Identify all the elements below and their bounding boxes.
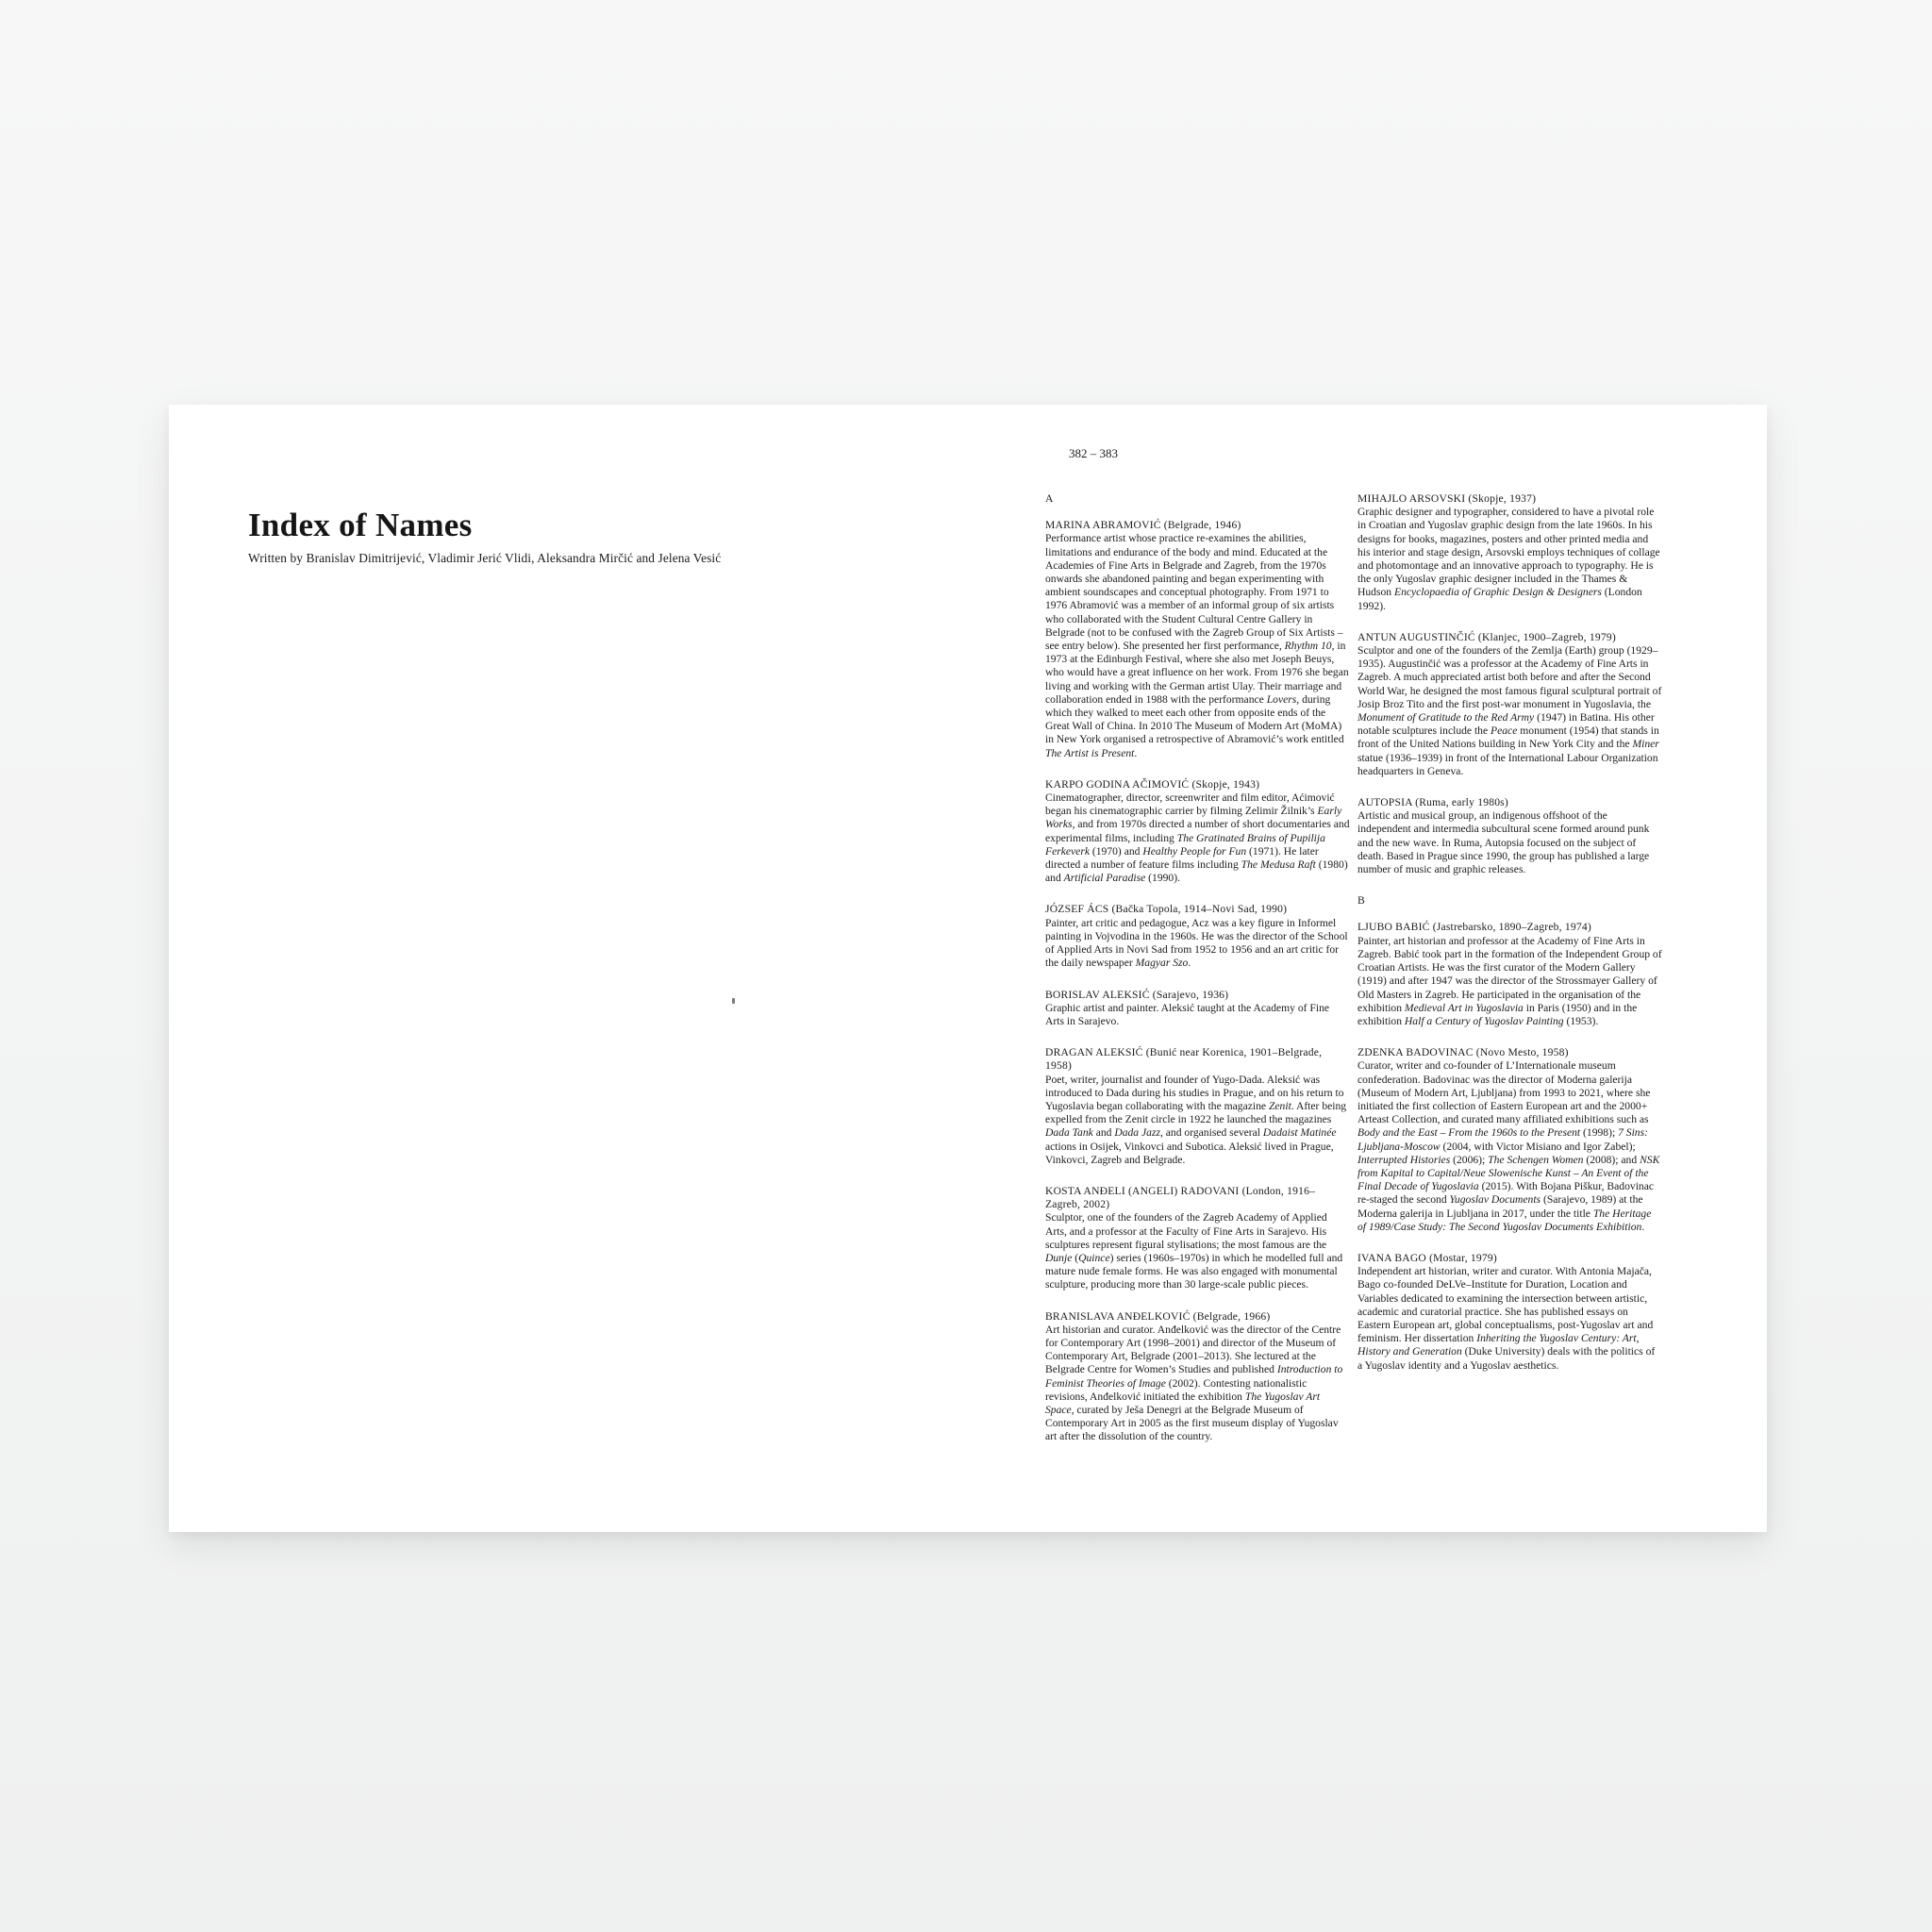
entry-header: IVANA BAGO (Mostar, 1979) <box>1357 1251 1497 1264</box>
index-entry <box>1045 1310 1350 1444</box>
folio-page-numbers: 382 – 383 <box>1069 446 1118 460</box>
entry-header: LJUBO BABIĆ (Jastrebarsko, 1890–Zagreb, 1974) <box>1357 921 1591 934</box>
entry-header: JÓZSEF ÁCS (Bačka Topola, 1914–Novi Sad, 1990) <box>1045 903 1288 916</box>
entry-body: Sculptor and one of the founders of the Zemlja (Earth) group (1929–1935). Augustinčić was a professor at the Academy of Fine Arts in Zagreb. A much appreciated artist both before and after the Second World War, he designed the most famous figural sculptural portrait of Josip Broz Tito and the first post-war monument in Yugoslavia, the Monument of Gratitude to the Red Army (1947) in Batina. His other notable sculptures include the Peace monument (1954) that stands in front of the United Nations building in New York City and the Miner statue (1936–1939) in front of the International Labour Organization headquarters in Geneva. <box>1357 644 1662 777</box>
entry-body: Artistic and musical group, an indigenous offshoot of the independent and intermedia subcultural scene formed around punk and the new wave. In Ruma, Autopsia focused on the subject of death. Based in Prague since 1990, the group has published a large number of music and graphic releases. <box>1357 809 1650 876</box>
index-entry <box>1045 778 1350 886</box>
index-column-2 <box>1357 492 1662 1391</box>
section-letter: B <box>1357 894 1365 908</box>
index-entry <box>1357 631 1662 778</box>
byline: Written by Branislav Dimitrijević, Vladimir Jerić Vlidi, Aleksandra Mirčić and Jelena Vesić <box>248 551 722 565</box>
entry-body: Art historian and curator. Anđelković was the director of the Centre for Contemporary Art (1998–2001) and director of the Museum of Contemporary Art, Belgrade (2001–2013). She lectured at the Belgrade Centre for Women’s Studies and published Introduction to Feminist Theories of Image (2002). Contesting nationalistic revisions, Anđelković initiated the exhibition The Yugoslav Art Space, curated by Ješa Denegri at the Belgrade Museum of Contemporary Art in 2005 as the first museum display of Yugoslav art after the dissolution of the country. <box>1045 1323 1343 1443</box>
entry-header: ZDENKA BADOVINAC (Novo Mesto, 1958) <box>1357 1046 1569 1059</box>
index-entry <box>1045 1046 1350 1167</box>
entry-header: AUTOPSIA (Ruma, early 1980s) <box>1357 796 1508 809</box>
entry-body: Graphic artist and painter. Aleksić taught at the Academy of Fine Arts in Sarajevo. <box>1045 1001 1330 1027</box>
stray-ink-mark <box>732 998 735 1004</box>
entry-body: Curator, writer and co-founder of L’Internationale museum confederation. Badovinac was the director of Moderna galerija (Museum of Modern Art, Ljubljana) from 1993 to 2021, where she initiated the first collection of Eastern European art and the 2000+ Arteast Collection, and curated many affiliated exhibitions such as Body and the East – From the 1960s to the Present (1998); 7 Sins: Ljubljana-Moscow (2004, with Victor Misiano and Igor Zabel); Interrupted Histories (2006); The Schengen Women (2008); and NSK from Kapital to Capital/Neue Slowenische Kunst – An Event of the Final Decade of Yugoslavia (2015). With Bojana Piškur, Badovinac re-staged the second Yugoslav Documents (Sarajevo, 1989) at the Moderna galerija in Ljubljana in 2017, under the title The Heritage of 1989/Case Study: The Second Yugoslav Documents Exhibition. <box>1357 1059 1660 1233</box>
index-entry <box>1045 989 1350 1029</box>
index-entry <box>1357 921 1662 1028</box>
entry-body: Independent art historian, writer and curator. With Antonia Majača, Bago co-founded DeLVe–Institute for Duration, Location and Variables dedicated to examining the intersection between artistic, academic and curatorial practice. She has published essays on Eastern European art, global conceptualisms, post-Yugoslav art and feminism. Her dissertation Inheriting the Yugoslav Century: Art, History and Generation (Duke University) deals with the politics of a Yugoslav identity and a Yugoslav aesthetics. <box>1357 1265 1656 1372</box>
section-letter: A <box>1045 492 1054 505</box>
entry-header: BORISLAV ALEKSIĆ (Sarajevo, 1936) <box>1045 988 1229 1001</box>
entry-header: ANTUN AUGUSTINČIĆ (Klanjec, 1900–Zagreb, 1979) <box>1357 630 1616 643</box>
entry-body: Painter, art critic and pedagogue, Acz was a key figure in Informel painting in Vojvodina in the 1960s. He was the director of the School of Applied Arts in Novi Sad from 1952 to 1956 and an art critic for the daily newspaper Magyar Szo. <box>1045 916 1348 970</box>
entry-header: KARPO GODINA AČIMOVIĆ (Skopje, 1943) <box>1045 777 1260 791</box>
entry-body: Cinematographer, director, screenwriter and film editor, Aćimović began his cinematographic carrier by filming Zelimir Žilnik’s Early Works, and from 1970s directed a number of short documentaries and experimental films, including The Gratinated Brains of Pupilija Ferkeverk (1970) and Healthy People for Fun (1971). He later directed a number of feature films including The Medusa Raft (1980) and Artificial Paradise (1990). <box>1045 791 1350 885</box>
entry-header: MIHAJLO ARSOVSKI (Skopje, 1937) <box>1357 492 1537 505</box>
entry-body: Poet, writer, journalist and founder of Yugo-Dada. Aleksić was introduced to Dada during his studies in Prague, and on his return to Yugoslavia began collaborating with the magazine Zenit. After being expelled from the Zenit circle in 1922 he launched the magazines Dada Tank and Dada Jazz, and organised several Dadaist Matinée actions in Osijek, Vinkovci and Subotica. Aleksić lived in Prague, Vinkovci, Zagreb and Belgrade. <box>1045 1073 1347 1166</box>
index-entry <box>1357 1252 1662 1373</box>
entry-body: Performance artist whose practice re-examines the abilities, limitations and endurance of the body and mind. Educated at the Academies of Fine Arts in Belgrade and Zagreb, from the 1970s onwards she abandoned painting and began experimenting with ambient soundscapes and conceptual photography. From 1971 to 1976 Abramović was a member of an informal group of six artists who collaborated with the Student Cultural Centre Gallery in Belgrade (not to be confused with the Zagreb Group of Six Artists – see entry below). She presented her first performance, Rhythm 10, in 1973 at the Edinburgh Festival, where she also met Joseph Beuys, who would have a great influence on her work. From 1976 she began living and working with the German artist Ulay. Their marriage and collaboration ended in 1988 with the performance Lovers, during which they walked to meet each other from opposite ends of the Great Wall of China. In 2010 The Museum of Modern Art (MoMA) in New York organised a retrospective of Abramović’s work entitled The Artist is Present. <box>1045 532 1349 759</box>
index-entry <box>1045 1185 1350 1292</box>
entry-body: Sculptor, one of the founders of the Zagreb Academy of Applied Arts, and a professor at the Faculty of Fine Arts in Sarajevo. His sculptures represent figural stylisations; the most famous are the Dunje (Quince) series (1960s–1970s) in which he modelled full and mature nude female forms. He was also engaged with monumental sculpture, producing more than 30 large-scale public pieces. <box>1045 1211 1343 1291</box>
entry-header: DRAGAN ALEKSIĆ (Bunić near Korenica, 1901–Belgrade, 1958) <box>1045 1046 1323 1073</box>
index-entry <box>1357 796 1662 876</box>
index-entry <box>1045 903 1350 970</box>
index-entry <box>1045 519 1350 760</box>
entry-header: BRANISLAVA ANĐELKOVIĆ (Belgrade, 1966) <box>1045 1309 1271 1323</box>
page-title: Index of Names <box>248 507 473 544</box>
entry-body: Graphic designer and typographer, considered to have a pivotal role in Croatian and Yugoslav graphic design from the late 1960s. In his designs for books, magazines, posters and other printed media and his interior and stage design, Arsovski employs techniques of collage and photomontage and an innovative approach to typography. He is the only Yugoslav graphic designer included in the Thames & Hudson Encyclopaedia of Graphic Design & Designers (London 1992). <box>1357 506 1660 612</box>
entry-header: MARINA ABRAMOVIĆ (Belgrade, 1946) <box>1045 519 1241 532</box>
index-column-1 <box>1045 492 1350 1462</box>
entry-header: KOSTA ANĐELI (ANGELI) RADOVANI (London, 1916–Zagreb, 2002) <box>1045 1184 1316 1211</box>
index-entry <box>1357 1046 1662 1234</box>
entry-body: Painter, art historian and professor at the Academy of Fine Arts in Zagreb. Babić took part in the formation of the Independent Group of Croatian Artists. He was the first curator of the Modern Gallery (1919) and after 1947 was the director of the Strossmayer Gallery of Old Masters in Zagreb. He participated in the organisation of the exhibition Medieval Art in Yugoslavia in Paris (1950) and in the exhibition Half a Century of Yugoslav Painting (1953). <box>1357 934 1662 1027</box>
index-entry <box>1357 492 1662 613</box>
